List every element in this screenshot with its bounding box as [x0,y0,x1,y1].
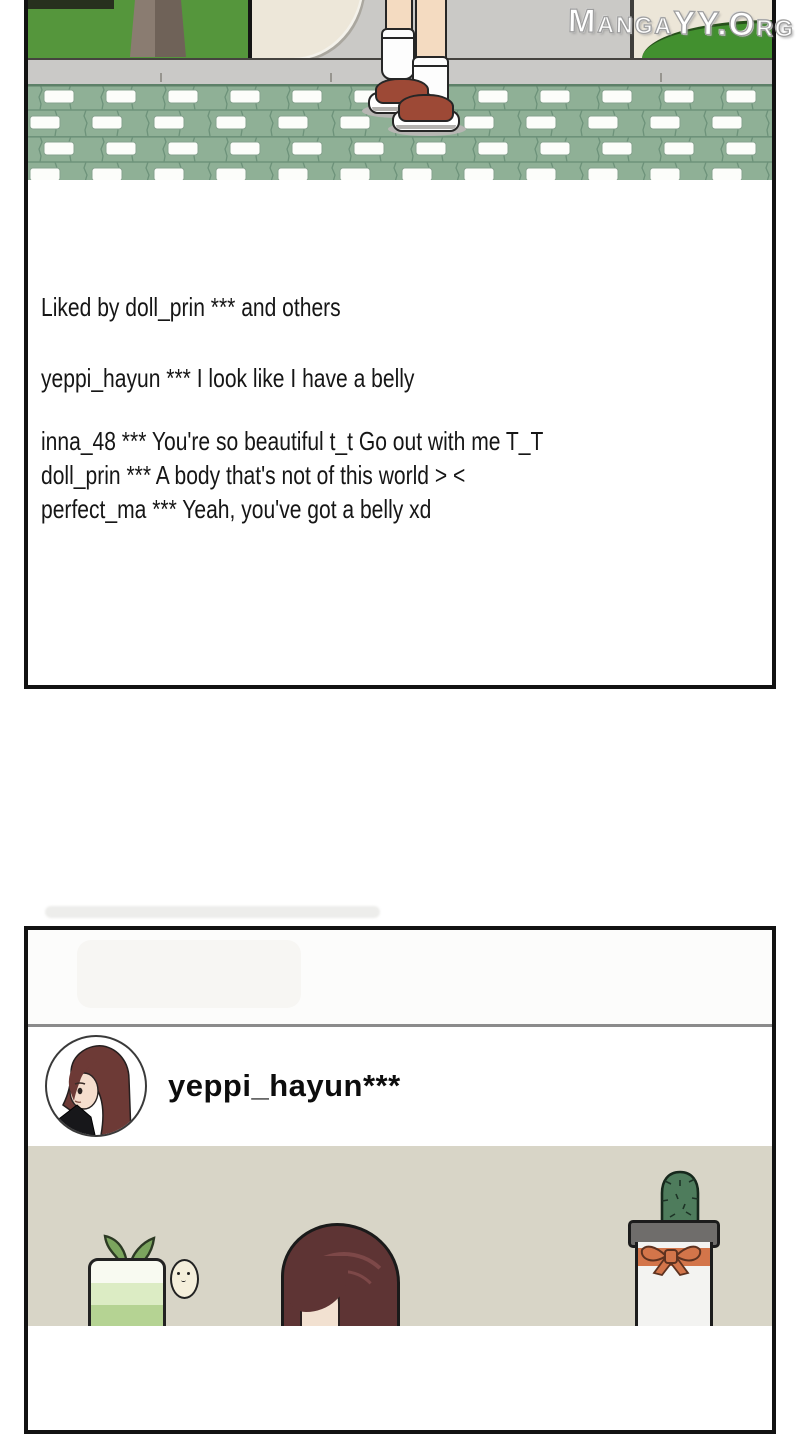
comment-line: inna_48 *** You're so beautiful t_t Go out with me T_T [41,426,544,456]
comment-line: perfect_ma *** Yeah, you've got a belly xd [41,494,432,524]
avatar-girl-icon [47,1037,145,1135]
curb-joint [160,73,162,82]
egg-mouth [181,1278,186,1282]
leg [415,0,447,62]
post-caption: yeppi_hayun *** I look like I have a belly [41,363,415,393]
sprout-pot [88,1258,166,1326]
curb-joint [330,73,332,82]
profile-username: yeppi_hayun*** [168,1068,401,1103]
liked-by-line: Liked by doll_prin *** and others [41,292,341,322]
egg-character [170,1259,199,1299]
curb-joint [660,73,662,82]
egg-eye [187,1272,190,1275]
header-divider [28,1024,772,1027]
cactus-icon [651,1170,709,1226]
hedge-strip [28,0,114,9]
tree-trunk [130,0,186,57]
comic-panel-post [24,0,776,689]
white-sock [381,28,415,80]
ink-smudge [45,906,380,918]
sandal-strap [398,94,454,122]
egg-eye [177,1272,180,1275]
profile-post-photo [28,1146,772,1326]
comment-line: doll_prin *** A body that's not of this world > < [41,460,466,490]
profile-avatar [45,1035,147,1137]
girl-hair-head [281,1223,400,1326]
post-header-area [28,930,772,1024]
site-watermark: MangaYY.Org [567,1,796,44]
comic-panel-profile [24,926,776,1434]
ribbon-bow-icon [638,1238,704,1278]
faded-bubble [77,940,301,1008]
